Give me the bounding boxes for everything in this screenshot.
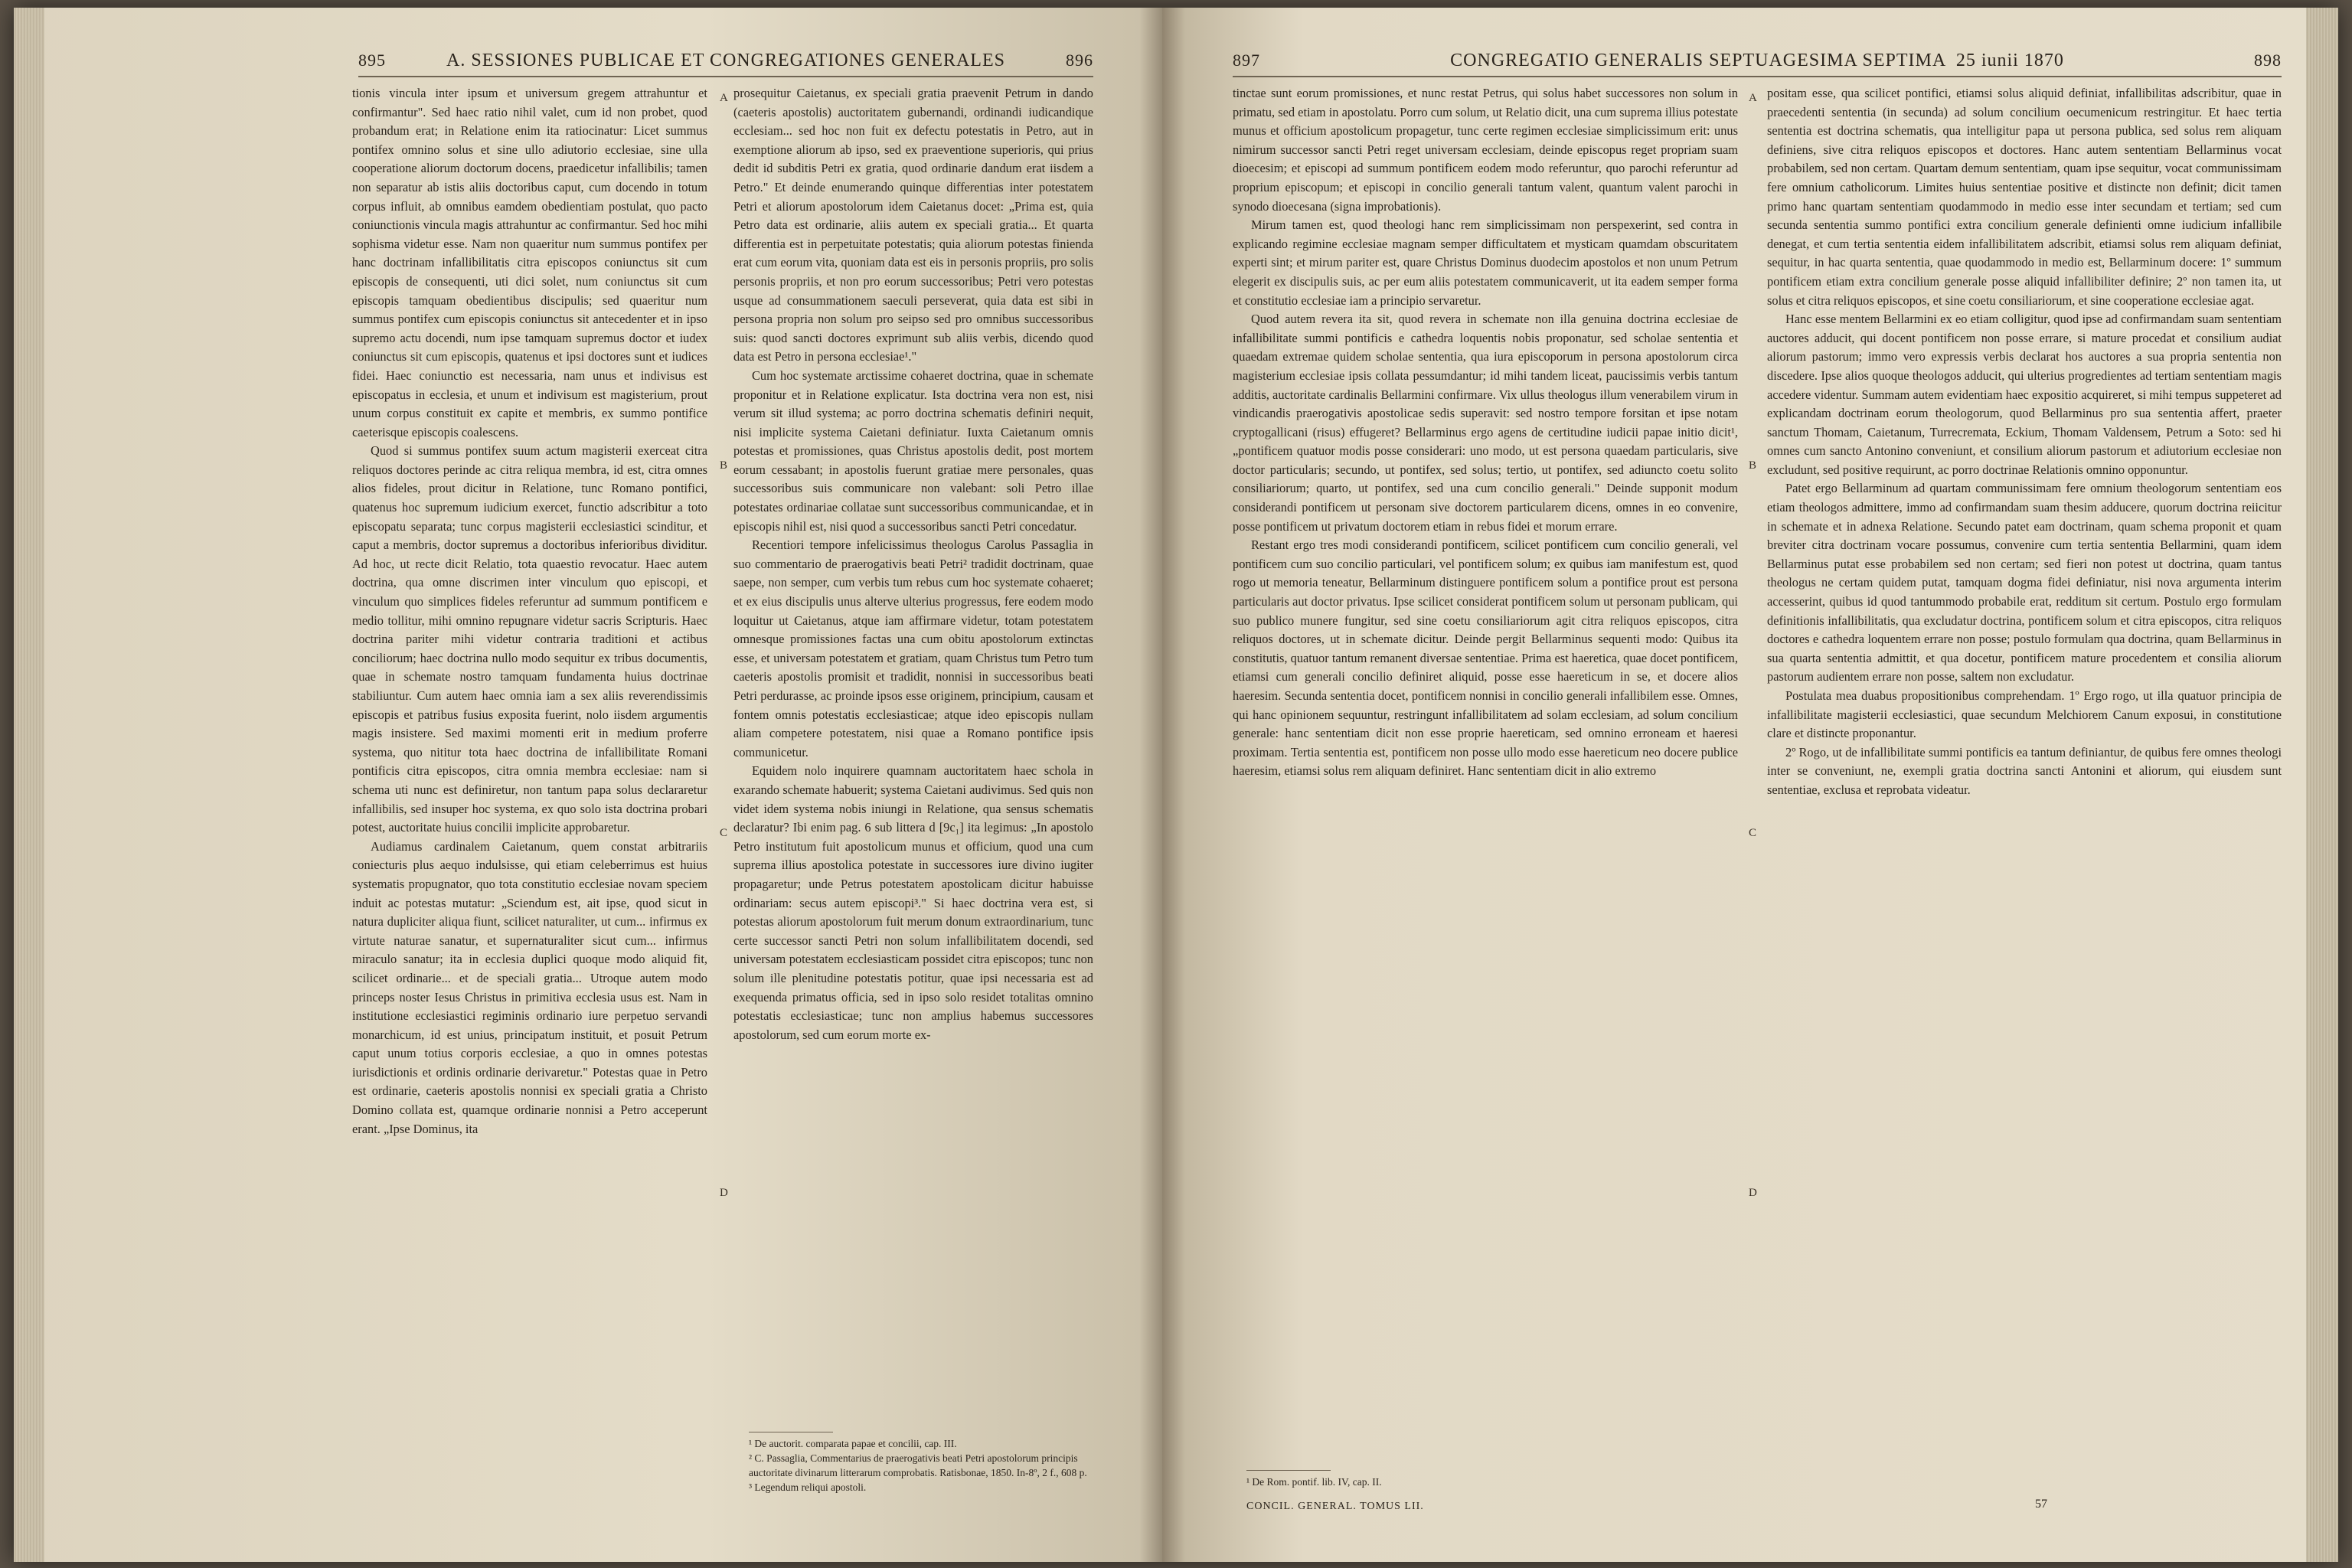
left-footnotes [749, 1436, 1093, 1494]
paragraph: Restant ergo tres modi considerandi pontificem, scilicet pontificem cum concilio generali, vel pontificem cum suo concilio particulari, vel pontificem solum; ex quibus iam manifestum est, quod rogo ut memoria teneatur, Bellarminum distinguere pontificem solum a pontifice prout est persona particularis aut doctor privatus. Ipse scilicet considerat pontificem solum ut personam publicam, qui suo publico munere fungitur, sed sine coetu consiliariorum agit citra reliquos episcopos, citra reliquos doctores, ut in schemate dicitur. Deinde pergit Bellarminus sequenti modo: Quibus ita constitutis, quatuor tantum remanent diversae sententiae. Prima est haeretica, quae docet pontificem, etiamsi cum generali concilio definiret aliquid, posse esse haereticum in se, et docere alios haeresim. Secunda sententia docet, pontificem nonnisi in concilio generali infallibilem esse. Omnes, qui hanc opinionem sequuntur, restringunt infallibilitatem ad solam ecclesiam, ad solum concilium generale: hanc sententiam dicit non esse proprie haereticam, sed omnino erroneam et haeresi proximam. Tertia sententia est, pontificem non posse ullo modo esse haereticum neo docere publice haeresim, etiamsi solus rem aliquam definiret. Hanc sententiam dicit in alio extremo [1233, 537, 1738, 779]
footnote: ¹ De auctorit. comparata papae et concilii, cap. III. [749, 1438, 957, 1449]
right-page-number-b: 898 [2254, 51, 2282, 70]
footnote: ³ Legendum reliqui apostoli. [749, 1481, 867, 1493]
right-column-1 [1233, 84, 1738, 1470]
left-running-head [358, 51, 1093, 77]
left-page [14, 8, 1162, 1562]
right-column-2 [1767, 84, 2282, 1508]
paragraph: Cum hoc systemate arctissime cohaeret doctrina, quae in schemate proponitur et in Relatione explicatur. Ista doctrina vera non est, nisi verum sit illud systema; ac porro doctrina schematis definiri nequit, nisi implicite systema Caietani definiatur. Iuxta Caietanum omnis potestas et promissiones, quas Christus apostolis dedit, post mortem eorum cessabant; in apostolis fuerunt gratiae mere personales, quas successoribus suis communicare non valebant: soli Petro illae potestates ordinariae collatae sunt successoribus communicandae, et in episcopis nihil est, nisi quod a successoribus sancti Petri concedatur. [733, 368, 1093, 534]
page-edges-left [14, 8, 44, 1562]
right-running-date: 25 iunii 1870 [1955, 51, 2064, 70]
right-margin-letter-a: A [1749, 92, 1757, 104]
paragraph: prosequitur Caietanus, ex speciali gratia praevenit Petrum in dando (caeteris apostolis) auctoritatem gubernandi, ordinandi iudicandique ecclesiam... sed hoc non fuit ex defectu potestatis in Petro, aut in exemptione aliorum ab ipso, sed ex praeventione superioris, qui prius dedit id subditis Petri ex gratia, quod ordinarie dandum erat iisdem a Petro." Et deinde enumerando quinque differentias inter potestatem Petri et aliorum apostolorum idem Caietanus docet: „Prima est, quia Petro data est ordinarie, aliis autem ex speciali gratia... Et quarta differentia est in perpetuitate potestatis; quia aliorum potestas finienda erat cum eorum vita, quoniam data est eis in personis propriis, pro solis personis propriis, et non pro eorum successoribus; Petri vero potestas usque ad consummationem saeculi perseverat, quia data est sibi in persona propria non solum pro seipso sed pro omnibus successoribus suis: quod sancti doctores exprimunt sub aliis verbis, dicendo quod data est Petro in persona ecclesiae¹." [733, 86, 1093, 364]
paragraph: Hanc esse mentem Bellarmini ex eo etiam colligitur, quod ipse ad confirmandam suam sententiam auctores adducit, qui docent pontificem non posse errare, si mature procedat et consilium audiat aliorum pastorum; immo vero expressis verbis declarat hos auctores a sua propria sententia non discedere. Ipse alios quoque theologos adducit, qui ulterius progredientes ad tertiam sententiam magis accedere videntur. Summam autem evidentiam haec expositio acquireret, si mihi tempus suppeteret ad explicandam doctrinam eorum theologorum, quod Bellarminus pro sua sententia affert, praeter sanctum Thomam, Caietanum, Turrecremata, Eckium, Thomam Valdensem, Petrum a Soto: sed hi omnes cum sancto Antonino conveniunt, et consilium aliorum pastorum et adiutorium ecclesiae non excludunt, sed positive requirunt, ac porro doctrinae Relationis omnino opponuntur. [1767, 312, 2282, 477]
book-spread [14, 8, 2338, 1562]
left-column-2 [733, 84, 1093, 1432]
page-edges-right [2306, 8, 2338, 1562]
margin-letter-a: A [720, 92, 728, 104]
right-footnotes [1246, 1475, 1721, 1489]
right-margin-letter-c: C [1749, 827, 1757, 839]
right-margin-letter-b: B [1749, 459, 1757, 472]
paragraph: Audiamus cardinalem Caietanum, quem constat arbitrariis coniecturis plus aequo indulsisse, qui etiam celeberrimus est huius systematis propugnator, quo tota constitutio ecclesiae novam speciem induit ac potestas mutatur: „Sciendum est, ait ipse, quod sicut in natura dupliciter aliqua fiunt, scilicet naturaliter, ut cum... infirmus ex virtute naturae sanatur, et supernaturaliter sicut cum... infirmus miraculo sanatur; ita in ecclesia duplici quoque modo aliquid fit, scilicet ordinarie... et de speciali gratia... Utroque autem modo princeps noster Iesus Christus in primitiva ecclesia usus est. Nam in institutione ecclesiastici regiminis ordinario iure perpetuo servandi monarchicum, id est unius, principatum instituit, et posuit Petrum caput unum totius corporis ecclesiae, a quo in omnes potestas iurisdictionis et ordinis ordinarie derivaretur." Potestas quae in Petro est ordinarie, caeteris apostolis nonnisi ex speciali gratia a Christo Domino collata est, quamque ordinarie nonnisi a Petro acceperunt erant. „Ipse Dominus, ita [352, 838, 707, 1136]
paragraph: Quod si summus pontifex suum actum magisterii exerceat citra reliquos doctores perinde ac citra reliqua membra, id est, citra omnes alios fideles, prout dicitur in Relatione, tunc Romano pontifici, quatenus hoc supremum iudicium exercet, functio adscribitur a toto episcopatu separata; tunc corpus magisterii ecclesiastici scinditur, et caput a membris, doctor supremus a doctoribus inferioribus dividitur. Ad hoc, ut recte dicit Relatio, tota quaestio revocatur. Haec autem doctrina, qua omne discrimen inter vinculum quo episcopi, et vinculum quo simplices fideles referuntur ad summum pontificem e medio tollitur, mihi omnino repugnare videtur sacris Scripturis. Haec doctrina pariter mihi videtur contraria traditioni et actibus conciliorum; haec doctrina nullo modo sequitur ex tribus documentis, quae in schemate nostro tamquam fundamenta huius doctrinae stabiliuntur. Cum autem haec omnia iam a sex aliis reverendissimis episcopis et patribus fusius exposita fuerint, nolo iisdem argumentis magis insistere. Sed maximi momenti erit in medium proferre systema, quo nititur tota haec doctrina de infallibilitate Romani pontificis citra episcopos, citra omnia membra ecclesiae: nam si schema uti nunc est definiretur, non tantum papa solus declararetur infallibilis, sed insuper hoc systema, ex quo solo ista doctrina probari potest, auctoritate huius concilii implicite approbaretur. [352, 443, 707, 835]
paragraph: Quod autem revera ita sit, quod revera in schemate non illa genuina doctrina ecclesiae de infallibilitate summi pontificis e cathedra loquentis nobis proponatur, sed scholae sententia et quaedam extremae quidem scholae sententia, qua iura episcoporum in persona apostolorum circa magisterium ecclesiae ipsis collata pessumdantur; id mihi tandem liceat, paucissimis verbis tantum additis, auctoritate cardinalis Bellarmini confirmare. Vix ullus theologus illum venerabilem virum in vindicandis praerogativis apostolicae sedis superavit: sed nostro tempore forsitan et ipse notam cryptogallicani (risus) effugeret? Bellarminus ergo agens de certitudine iudicii papae initio dicit¹, „pontificem quatuor modis posse considerari: uno modo, ut est persona quaedam particularis, sive doctor particularis; secundo, ut pontifex, sed solus; tertio, ut pontifex, sed adiuncto coetu solito consiliariorum; quarto, ut pontifex, sed una cum concilio generali." Deinde supponit modum considerandi pontificem ut personam sive doctorem particularem dicens, omnes in eo convenire, posse pontificem ut privatum doctorem etiam in rebus fidei et morum errare. [1233, 312, 1738, 534]
margin-letter-c: C [720, 827, 728, 839]
left-page-number-b: 896 [1065, 51, 1093, 70]
right-page [1162, 8, 2338, 1562]
right-running-title: CONGREGATIO GENERALIS SEPTUAGESIMA SEPTIMA [1450, 51, 1945, 70]
right-footnote-rule [1246, 1470, 1331, 1471]
left-column-1 [352, 84, 707, 1485]
signature-number: 57 [2035, 1498, 2047, 1511]
footnote: ² C. Passaglia, Commentarius de praerogativis beati Petri apostolorum principis auctoritate divinarum litterarum comprobatis. Ratisbonae, 1850. In-8º, 2 f., 608 p. [749, 1452, 1087, 1478]
margin-letter-d: D [720, 1187, 728, 1199]
paragraph: tinctae sunt eorum promissiones, et nunc restat Petrus, qui solus habet successores non solum in primatu, sed etiam in apostolatu. Porro cum solum, ut Relatio dicit, una cum suprema illius potestate munus et officium apostolicum propagetur, tunc certe regimen ecclesiae simplicissimum erit: unus nimirum successor sancti Petri reget universam ecclesiam, deinde episcopus reget propriam suam dioecesim; et episcopi ad summum pontificem eodem modo referuntur, quo parochi referuntur ad proprium episcopum; et episcopi in concilio generali tantum valent, quantum valent parochi in synodo dioecesana (signa improbationis). [1233, 86, 1738, 214]
signature-line: CONCIL. GENERAL. TOMUS LII. [1246, 1501, 1424, 1512]
gutter-shadow [1139, 8, 1185, 1562]
left-page-number-a: 895 [358, 51, 386, 70]
paragraph: Equidem nolo inquirere quamnam auctoritatem haec schola in exarando schemate habuerit; systema Caietani audivimus. Sed quis non videt idem systema nobis iniungi in Relatione, qua sensus schematis declaratur? Ibi enim pag. 6 sub littera d [9c₁] ita legimus: „In apostolo Petro institutum fuit apostolicum munus et officium, quod una cum suprema illius apostolica potestate in successores iure divino iugiter propagaretur; unde Petrus potestatem apostolicam dicitur habuisse ordinariam: secus autem episcopi³." Si haec doctrina vera est, si potestas aliorum apostolorum fuit merum donum extraordinarium, tunc certe successor sancti Petri non solum infallibilitatem docendi, sed universam potestatem ecclesiasticam possidet citra episcopos; tunc non solum ille plenitudine potestatis potitur, quae ipsi necessaria est ad exequenda primatus officia, sed in ipso solo residet totalitas omnino potestatis ecclesiasticae; tunc non amplius habemus successores apostolorum, sed cum eorum morte ex- [733, 763, 1093, 1042]
paragraph: Recentiori tempore infelicissimus theologus Carolus Passaglia in suo commentario de praerogativis beati Petri² tradidit doctrinam, quae saepe, non semper, cum verbis tum rebus cum hoc systemate cohaeret; et ex eius discipulis unus alterve ulterius progressus, fere eodem modo loquitur ut Caietanus, atque iam affirmare videtur, totam potestatem omnesque promissiones factas una cum obitu apostolorum extinctas esse, et universam potestatem et gratiam, quam Christus tum Petro tum caeteris apostolis promisit et tradidit, nonnisi in successoribus beati Petri perdurasse, ac proinde ipsos esse originem, principium, causam et fontem omnis potestatis ecclesiasticae; atque ideo episcopis nullam aliam competere potestatem, nisi quae a Romano pontifice ipsis communicetur. [733, 537, 1093, 760]
footnote: ¹ De Rom. pontif. lib. IV, cap. II. [1246, 1476, 1382, 1488]
right-running-head [1233, 51, 2282, 77]
paragraph: Postulata mea duabus propositionibus comprehendam. 1º Ergo rogo, ut illa quatuor principia de infallibilitate magisterii ecclesiastici, quae secundum Melchiorem Canum exposui, in constitutione clare et distincte proponantur. [1767, 688, 2282, 741]
paragraph: Patet ergo Bellarminum ad quartam communissimam fere omnium theologorum sententiam eos etiam theologos admittere, immo ad confirmandam suam thesim adducere, quorum doctrina reiicitur in schemate et in adnexa Relatione. Secundo patet eam doctrinam, quam schema proponit et quam breviter citra doctrinam vocare possumus, convenire cum tertia sententia Bellarmini, quam idem Bellarminus putat esse probabilem sed non certam; sed fieri non potest ut doctrina, quam tantus theologus ne certam quidem putat, tamquam dogma fidei definiatur, nisi nova argumenta interim accesserint, quibus id quod tantummodo probabile erat, redditum sit certum. Postulo ergo formulam definitionis infallibilitatis, qua excludatur doctrina, pontificem solum et citra episcopos, citra reliquos doctores e cathedra loquentem errare non posse; postulo formulam qua doctrina, quam Bellarminus in sua quarta sententia admittit, et qua docetur, pontificem mature procedentem et consilia aliorum pastorum audientem errare non posse, saltem non excludatur. [1767, 481, 2282, 684]
right-margin-letter-d: D [1749, 1187, 1757, 1199]
paragraph: 2º Rogo, ut de infallibilitate summi pontificis ea tantum definiantur, de quibus fere omnes theologi inter se conveniunt, ne, exempli gratia doctrina sancti Antonini et aliorum, qui eiusdem sunt sententiae, exclusa et reprobata videatur. [1767, 744, 2282, 797]
paragraph: positam esse, qua scilicet pontifici, etiamsi solus aliquid definiat, infallibilitas adscribitur, quae in praecedenti sententia (in secunda) ad solum concilium oecumenicum restringitur. Et haec tertia sententia est doctrina schematis, qua intelligitur papa ut persona publica, sed solus rem aliquam definiens, sive citra reliquos episcopos et doctores. Hanc autem sententiam Bellarminus vocat probabilem, sed non certam. Quartam demum sententiam, quam ipse sequitur, vocat communissimam fere omnium catholicorum. Limites huius sententiae positive et distincte non definit; dicit tamen primo hanc quartam sententiam quodammodo in medio esse inter secundam et tertiam; sed cum secunda sententia summo pontifici extra concilium generale definienti omne iudicium infallibile denegat, et cum tertia sententia eidem infallibilitatem adscribit, etiamsi solus rem aliquam definiat, sequitur, in hac quarta sententia, quae quodammodo in medio est, Bellarminum docere: 1º summum pontificem etiam extra concilium generale posse aliquid infallibiliter definire; 2º non tamen ita, ut solus et citra reliquos episcopos, et sine coetu consiliariorum, et sine cooperatione ecclesiae agat. [1767, 86, 2282, 308]
right-page-number-a: 897 [1233, 51, 1260, 70]
paragraph: Mirum tamen est, quod theologi hanc rem simplicissimam non perspexerint, sed contra in explicando regimine ecclesiae magnam semper difficultatem et mysticam quamdam obscuritatem experti sint; et mirum pariter est, quare Christus Dominus duodecim apostolos et non unum Petrum elegerit ex discipulis suis, ac per eum aliis potestatem communicaverit, ut ita eadem semper forma et constitutio ecclesiae iam a principio servaretur. [1233, 217, 1738, 308]
paragraph: tionis vincula inter ipsum et universum gregem attrahuntur et confirmantur". Sed haec ratio nihil valet, cum id non probet, quod probandum erat; in Relatione enim ita ratiocinatur: Licet summus pontifex omnino solus et sine ullo adiutorio ecclesiae, sine ulla cooperatione aliorum doctorum docens, praedicetur infallibilis; tamen non separatur ab istis aliis doctoribus caput, cum docendo in totum corpus influit, ab omnibus eamdem obedientiam postulat, quo pacto coniunctionis vincula magis attrahuntur ac confirmantur. Sed hoc mihi sophisma videtur esse. Nam non quaeritur num summus pontifex per hanc doctrinam infallibilitatis citra episcopos coniunctus sit cum episcopis de consequenti, uti dici solet, num coniunctus sit cum episcopis tamquam obedientibus discipulis; sed quaeritur num summus pontifex cum episcopis coniunctus sit antecedenter et in ipso supremo actu docendi, num ipse tamquam supremus doctor et iudex coniunctus sit cum episcopis, quatenus et ipsi doctores sunt et iudices fidei. Haec coniunctio est necessaria, nam unus et indivisus est episcopatus in ecclesia, et unum et indivisum est magisterium, prout unum corpus constituit ex capite et membris, ex summo pontifice caeterisque episcopis coalescens. [352, 86, 707, 439]
left-running-title: A. SESSIONES PUBLICAE ET CONGREGATIONES GENERALES [446, 51, 1005, 70]
margin-letter-b: B [720, 459, 728, 472]
